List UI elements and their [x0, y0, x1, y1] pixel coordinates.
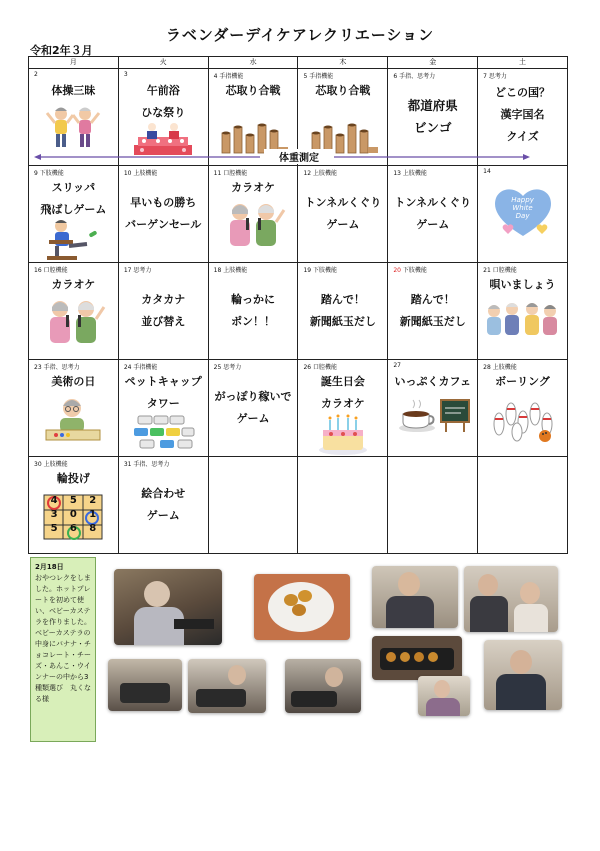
activity-text: 早いもの勝ち — [130, 196, 197, 209]
day-label — [483, 362, 517, 371]
calendar-week-row — [29, 166, 567, 263]
activity-text: 芯取り合戦 — [315, 84, 371, 97]
birthday-cake-icon — [317, 412, 369, 456]
day-number: 13 — [393, 170, 401, 177]
calendar-day-cell — [209, 166, 299, 262]
activity-text: 美術の日 — [51, 375, 96, 388]
day-label — [214, 168, 248, 177]
day-number: 10 — [123, 170, 132, 177]
day-category-tag: 上肢機能 — [223, 267, 248, 274]
weekday-label: 土 — [519, 58, 527, 66]
karaoke-couple-icon — [40, 299, 106, 351]
photo-cooking-1 — [114, 569, 222, 645]
activity-text: カラオケ — [231, 181, 275, 194]
photo-hotplate-2 — [188, 659, 266, 713]
activity-text: 輪投げ — [56, 472, 90, 485]
calendar-day-cell — [119, 360, 209, 456]
activity-text: 踏んで！ — [410, 293, 455, 306]
ring-toss-number: 5 — [50, 523, 58, 534]
day-label — [303, 168, 337, 177]
day-number: 11 — [213, 170, 222, 177]
activity-text: ひな祭り — [141, 106, 186, 119]
day-category-tag: 上肢機能 — [43, 461, 68, 468]
day-label — [393, 362, 401, 369]
calendar-day-cell — [298, 263, 388, 359]
day-label — [303, 71, 333, 80]
calendar-day-cell — [388, 457, 478, 553]
day-category-tag: 上肢機能 — [492, 364, 517, 371]
day-number: 7 — [483, 73, 487, 80]
activity-text: ゲーム — [326, 218, 360, 231]
day-number: 28 — [483, 364, 491, 371]
calendar-day-cell — [119, 263, 209, 359]
karaoke-couple-icon — [220, 202, 286, 254]
calendar-day-cell — [298, 457, 388, 553]
calendar-day-cell — [388, 263, 478, 359]
day-label — [34, 71, 38, 78]
day-number: 17 — [123, 267, 132, 274]
calendar-week-row — [29, 263, 567, 360]
calendar-day-cell — [29, 166, 119, 262]
activity-text: 芯取り合戦 — [225, 84, 281, 97]
day-category-tag: 手指、思考力 — [399, 73, 436, 80]
calendar — [28, 56, 568, 554]
white-day-text: Day — [515, 212, 530, 220]
day-category-tag: 下肢機能 — [402, 267, 427, 274]
day-category-tag: 下肢機能 — [313, 267, 338, 274]
weekday-label: 金 — [388, 57, 478, 68]
day-number: 25 — [213, 364, 222, 371]
note-box — [30, 557, 96, 742]
photo-couple-eating — [464, 566, 558, 632]
day-number: 20 — [393, 267, 401, 274]
day-category-tag: 手指、思考力 — [43, 364, 80, 371]
activity-text: ボーリング — [495, 375, 550, 388]
calendar-week-row — [29, 360, 567, 457]
activity-text: ビンゴ — [413, 120, 452, 135]
day-category-tag: 口腔機能 — [313, 364, 338, 371]
day-number: 18 — [213, 267, 222, 274]
day-label — [214, 71, 244, 80]
day-category-tag: 手指、思考力 — [133, 461, 170, 468]
day-label — [393, 71, 435, 80]
ring-toss-numbers — [44, 495, 102, 534]
activity-text: いっぷくカフェ — [394, 375, 471, 388]
day-category-tag: 手指機能 — [309, 73, 334, 80]
activity-text: タワー — [146, 397, 180, 410]
calendar-day-cell — [478, 166, 567, 262]
day-number: 26 — [303, 364, 312, 371]
photo-castella-plate — [254, 574, 350, 640]
activity-text: カタカナ — [141, 293, 186, 306]
bowling-icon — [487, 396, 559, 446]
day-number: 6 — [393, 73, 398, 80]
cafe-icon — [395, 396, 471, 438]
photo-man-eating — [484, 640, 562, 710]
page-title: ラベンダーデイケアレクリエーション — [165, 26, 435, 44]
ring-toss-number: 4 — [50, 495, 58, 506]
activity-text: 並び替え — [141, 315, 186, 328]
day-label — [214, 265, 248, 274]
bottle-caps-icon — [130, 412, 196, 456]
ring-toss-number: 1 — [89, 509, 97, 520]
calendar-week-row — [29, 457, 567, 553]
day-label — [34, 362, 80, 371]
photo-woman-eating — [418, 676, 470, 716]
day-label — [303, 265, 337, 274]
ring-toss-number: 3 — [50, 509, 58, 520]
calendar-day-cell — [209, 263, 299, 359]
day-number: 27 — [393, 362, 401, 369]
activity-text: トンネルくぐり — [304, 196, 382, 209]
calendar-day-cell — [209, 457, 299, 553]
day-number: 9 — [34, 170, 38, 177]
activity-text: 午前浴 — [146, 84, 180, 97]
activity-text: 体操三昧 — [51, 84, 96, 97]
day-category-tag: 思考力 — [133, 267, 152, 274]
calendar-day-cell — [298, 166, 388, 262]
white-day-text: White — [512, 204, 533, 212]
day-label — [124, 71, 128, 78]
ring-toss-number: 6 — [69, 523, 77, 534]
day-label — [34, 265, 68, 274]
day-label — [124, 265, 152, 274]
activity-text: 輪っかに — [231, 293, 276, 306]
day-category-tag: 口腔機能 — [43, 267, 68, 274]
day-category-tag: 手指機能 — [219, 73, 244, 80]
photo-hotplate-1 — [108, 659, 182, 711]
photo-hotplate-3 — [285, 659, 361, 713]
slipper-kick-icon — [45, 218, 101, 262]
day-number: 3 — [123, 71, 128, 78]
day-number: 31 — [123, 461, 132, 468]
calendar-day-cell — [119, 166, 209, 262]
day-label — [214, 362, 242, 371]
day-category-tag: 下肢機能 — [39, 170, 64, 177]
day-number: 19 — [303, 267, 312, 274]
calendar-day-cell — [388, 360, 478, 456]
day-number: 14 — [483, 168, 491, 175]
calendar-day-cell — [478, 263, 567, 359]
calendar-day-cell — [478, 457, 567, 553]
calendar-day-cell — [478, 360, 567, 456]
day-number: 21 — [483, 267, 491, 274]
day-number: 16 — [34, 267, 42, 274]
calendar-day-cell — [119, 457, 209, 553]
activity-text: 唄いましょう — [489, 278, 556, 291]
weekday-label: 木 — [298, 57, 388, 68]
day-category-tag: 口腔機能 — [223, 170, 248, 177]
day-category-tag: 思考力 — [223, 364, 242, 371]
day-number: 4 — [213, 73, 218, 80]
day-category-tag: 上肢機能 — [133, 170, 158, 177]
day-number: 24 — [123, 364, 132, 371]
activity-text: ポン！！ — [231, 315, 276, 328]
singing-group-icon — [484, 299, 562, 339]
photo-man-smiling — [372, 566, 458, 628]
day-label — [124, 168, 158, 177]
weekday-label: 月 — [29, 57, 119, 68]
day-label — [483, 71, 507, 80]
day-number: 5 — [303, 73, 308, 80]
calendar-day-cell — [298, 360, 388, 456]
calendar-day-cell — [29, 360, 119, 456]
day-label — [393, 265, 427, 274]
day-label — [483, 265, 517, 274]
activity-text: スリッパ — [51, 181, 96, 194]
weekday-header — [29, 57, 567, 69]
month-label: 令和2年３月 — [30, 44, 93, 57]
weight-banner-label: 体重測定 — [264, 149, 334, 164]
ring-toss-number: 8 — [89, 523, 97, 534]
day-label — [34, 168, 64, 177]
calendar-day-cell — [29, 263, 119, 359]
activity-text: 新聞紙玉だし — [399, 315, 466, 328]
activity-text: 新聞紙玉だし — [309, 315, 376, 328]
activity-text: ゲーム — [146, 509, 180, 522]
white-day-text: Happy — [511, 196, 534, 204]
day-category-tag: 上肢機能 — [313, 170, 338, 177]
note-date: 2月18日 — [35, 563, 64, 571]
day-label — [124, 459, 170, 468]
activity-text: がっぽり稼いで — [214, 390, 292, 403]
day-category-tag: 手指機能 — [133, 364, 158, 371]
day-number: 12 — [303, 170, 312, 177]
exercise-people-icon — [43, 105, 103, 153]
calendar-day-cell — [209, 360, 299, 456]
activity-text: 踏んで！ — [320, 293, 365, 306]
ring-toss-number: 5 — [69, 495, 77, 506]
day-label — [483, 168, 491, 175]
activity-text: 漢字国名 — [500, 108, 545, 121]
day-number: 23 — [34, 364, 42, 371]
activity-text: バーゲンセール — [125, 218, 202, 231]
calendar-day-cell — [388, 166, 478, 262]
day-number: 30 — [34, 461, 42, 468]
day-number: 2 — [34, 71, 38, 78]
activity-text: ペットキャップ — [124, 375, 202, 388]
activity-text: クイズ — [506, 130, 539, 143]
activity-text: カラオケ — [321, 397, 365, 410]
day-label — [303, 362, 337, 371]
activity-text: 都道府県 — [407, 98, 458, 113]
activity-text: ゲーム — [416, 218, 450, 231]
note-text: おやつレクをしました。ホットプレートを初めて使い、ベビーカステラを作りました。 ベビーカステラの中身にバナナ・チョコレート・チーズ・あんこ・ウインナーの中から3種類選び 丸くなる様 — [35, 574, 95, 703]
activity-text: 飛ばしゲーム — [40, 203, 107, 216]
photo-takoyaki-pan — [372, 636, 462, 680]
day-label — [34, 459, 68, 468]
activity-text: 絵合わせ — [141, 487, 186, 500]
activity-text: 誕生日会 — [320, 375, 365, 388]
weekday-label: 水 — [209, 57, 299, 68]
day-category-tag: 口腔機能 — [492, 267, 517, 274]
activity-text: ゲーム — [236, 412, 270, 425]
ring-toss-number: 0 — [69, 509, 77, 520]
day-label — [124, 362, 158, 371]
calendar-day-cell — [29, 457, 119, 553]
activity-text: カラオケ — [51, 278, 96, 291]
weekday-label: 火 — [119, 57, 209, 68]
ring-toss-number: 2 — [89, 495, 97, 506]
day-category-tag: 上肢機能 — [402, 170, 427, 177]
activity-text: トンネルくぐり — [394, 196, 472, 209]
painting-grandma-icon — [42, 396, 104, 446]
activity-text: どこの国？ — [495, 86, 551, 99]
day-category-tag: 思考力 — [488, 73, 507, 80]
day-label — [393, 168, 427, 177]
